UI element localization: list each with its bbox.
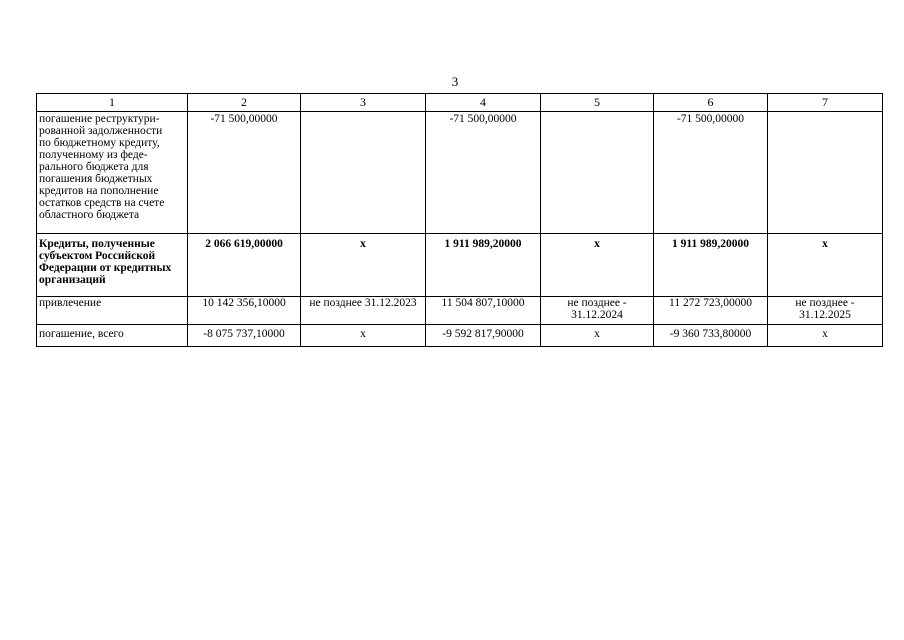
description-line: по бюджетному кредиту, — [39, 137, 160, 149]
table-header-row — [37, 94, 883, 112]
amount-2023: 10 142 356,10000 — [188, 297, 301, 325]
header-col-5: 5 — [541, 94, 654, 112]
description-line: рального бюджета для — [39, 161, 149, 173]
deadline-2025 — [768, 112, 883, 234]
amount-2024: 11 504 807,10000 — [426, 297, 541, 325]
amount-2024: -9 592 817,90000 — [426, 325, 541, 347]
description-line: Федерации от кредитных — [39, 262, 172, 274]
table-row — [37, 112, 883, 234]
amount-2025: 11 272 723,00000 — [654, 297, 768, 325]
header-col-7: 7 — [768, 94, 883, 112]
description-line: субъектом Российской — [39, 250, 156, 262]
deadline-2024 — [541, 112, 654, 234]
description-line: рованной задолженности — [39, 125, 163, 137]
deadline-2025: х — [768, 234, 883, 297]
deadline-2025 — [768, 297, 883, 325]
description-line: погашение реструктури- — [39, 113, 160, 125]
deadline-line: 31.12.2025 — [799, 309, 851, 321]
deadline-line: не позднее - — [567, 297, 627, 309]
description-line: областного бюджета — [39, 209, 140, 221]
amount-2025: -9 360 733,80000 — [654, 325, 768, 347]
page-number: 3 — [451, 74, 459, 89]
amount-2024: -71 500,00000 — [426, 112, 541, 234]
header-col-2: 2 — [188, 94, 301, 112]
row-description: привлечение — [37, 297, 188, 325]
header-col-4: 4 — [426, 94, 541, 112]
description-line: полученному из феде- — [39, 149, 148, 161]
amount-2025: 1 911 989,20000 — [654, 234, 768, 297]
description-line: погашения бюджетных — [39, 173, 153, 185]
amount-2023: -71 500,00000 — [188, 112, 301, 234]
table-row — [37, 234, 883, 297]
deadline-2024: х — [541, 325, 654, 347]
description-line: Кредиты, полученные — [39, 238, 155, 250]
budget-sources-table — [36, 93, 883, 347]
header-col-3: 3 — [301, 94, 426, 112]
amount-2025: -71 500,00000 — [654, 112, 768, 234]
deadline-2025: х — [768, 325, 883, 347]
deadline-2023 — [301, 112, 426, 234]
table-row — [37, 297, 883, 325]
deadline-2023: не позднее 31.12.2023 — [301, 297, 426, 325]
row-description — [37, 112, 188, 234]
description-line: организаций — [39, 274, 106, 286]
description-line: кредитов на пополнение — [39, 185, 159, 197]
amount-2023: 2 066 619,00000 — [188, 234, 301, 297]
deadline-line: 31.12.2024 — [571, 309, 623, 321]
row-description: погашение, всего — [37, 325, 188, 347]
row-description — [37, 234, 188, 297]
deadline-2023: х — [301, 325, 426, 347]
deadline-2023: х — [301, 234, 426, 297]
header-col-6: 6 — [654, 94, 768, 112]
deadline-line: не позднее - — [795, 297, 855, 309]
deadline-2024 — [541, 297, 654, 325]
deadline-2024: х — [541, 234, 654, 297]
amount-2023: -8 075 737,10000 — [188, 325, 301, 347]
amount-2024: 1 911 989,20000 — [426, 234, 541, 297]
header-col-1: 1 — [37, 94, 188, 112]
table-row — [37, 325, 883, 347]
description-line: остатков средств на счете — [39, 197, 165, 209]
